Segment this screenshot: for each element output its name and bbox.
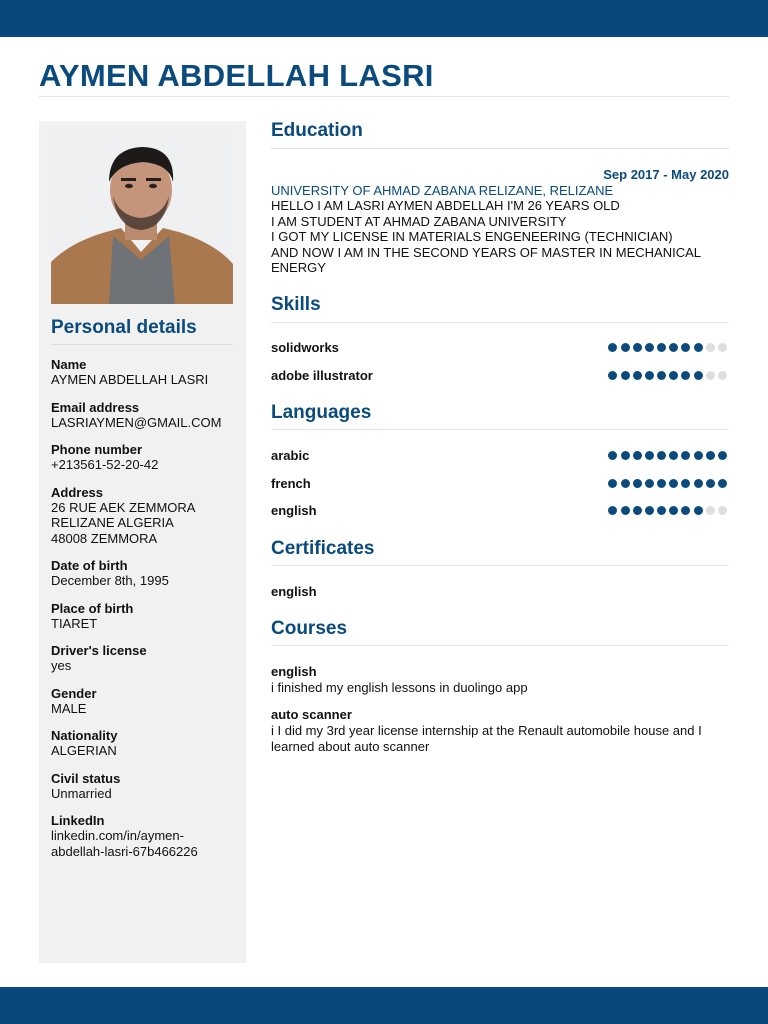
rating-dot-filled xyxy=(608,479,617,488)
rating-dot-filled xyxy=(681,506,690,515)
detail-address xyxy=(51,485,241,547)
rating-dot-filled xyxy=(669,506,678,515)
rating-dot-filled xyxy=(621,506,630,515)
languages-heading: Languages xyxy=(271,402,372,423)
language-rating xyxy=(605,506,727,516)
skills-heading: Skills xyxy=(271,294,321,315)
rating-dot-filled xyxy=(718,479,727,488)
rating-dot-filled xyxy=(669,343,678,352)
rating-dot-filled xyxy=(706,479,715,488)
rating-dot-filled xyxy=(694,371,703,380)
detail-name xyxy=(51,357,241,388)
education-heading: Education xyxy=(271,120,363,141)
detail-date-of-birth xyxy=(51,558,241,589)
rating-dot-filled xyxy=(633,506,642,515)
certificates-heading: Certificates xyxy=(271,538,375,559)
rating-dot-empty xyxy=(706,343,715,352)
detail-label: Civil status xyxy=(51,770,121,786)
personal-details-list xyxy=(51,357,241,871)
rating-dot-filled xyxy=(608,451,617,460)
rating-dot-filled xyxy=(633,371,642,380)
rating-dot-filled xyxy=(669,479,678,488)
detail-value: TIARET xyxy=(51,615,98,631)
rating-dot-filled xyxy=(621,343,630,352)
rating-dot-filled xyxy=(706,451,715,460)
sidebar-divider xyxy=(51,344,233,345)
rating-dot-filled xyxy=(633,451,642,460)
detail-label: LinkedIn xyxy=(51,813,105,828)
rating-dot-filled xyxy=(681,451,690,460)
language-rating xyxy=(605,479,727,489)
detail-label: Phone number xyxy=(51,442,143,457)
language-rating xyxy=(605,451,727,461)
skill-row xyxy=(271,368,729,384)
detail-linkedin xyxy=(51,813,241,859)
language-row xyxy=(271,476,729,492)
skill-rating xyxy=(605,343,727,353)
education-school: UNIVERSITY OF AHMAD ZABANA RELIZANE, RELIZANE xyxy=(271,183,614,198)
detail-phone xyxy=(51,442,241,473)
detail-value: yes xyxy=(51,658,72,673)
rating-dot-filled xyxy=(694,451,703,460)
rating-dot-filled xyxy=(645,371,654,380)
rating-dot-filled xyxy=(633,479,642,488)
personal-details-heading: Personal details xyxy=(51,317,197,338)
detail-nationality xyxy=(51,728,241,759)
rating-dot-filled xyxy=(718,451,727,460)
education-date: Sep 2017 - May 2020 xyxy=(603,167,729,182)
language-name: french xyxy=(271,476,311,491)
title-divider xyxy=(39,96,729,97)
rating-dot-filled xyxy=(657,371,666,380)
detail-value: December 8th, 1995 xyxy=(51,573,169,588)
detail-value: LASRIAYMEN@GMAIL.COM xyxy=(51,414,222,430)
rating-dot-filled xyxy=(669,451,678,460)
education-description: HELLO I AM LASRI AYMEN ABDELLAH I'M 26 YEARS OLD I AM STUDENT AT AHMAD ZABANA UNIVERSITY I GOT MY LICENSE IN MATERIALS ENGENEERING (TECHNICIAN) AND NOW I AM IN THE SECOND YEARS OF MASTER IN MECHANICAL ENERGY xyxy=(271,198,702,275)
top-color-bar xyxy=(0,0,768,37)
detail-value: 26 RUE AEK ZEMMORA RELIZANE ALGERIA 48008 ZEMMORA xyxy=(51,499,196,546)
rating-dot-filled xyxy=(608,506,617,515)
detail-label: Nationality xyxy=(51,728,118,743)
skills-divider xyxy=(271,322,729,323)
detail-value: MALE xyxy=(51,700,87,716)
profile-photo xyxy=(51,132,233,304)
rating-dot-filled xyxy=(681,479,690,488)
rating-dot-filled xyxy=(645,451,654,460)
rating-dot-filled xyxy=(694,343,703,352)
detail-label: Gender xyxy=(51,685,97,701)
courses-heading: Courses xyxy=(271,618,348,639)
detail-value: Unmarried xyxy=(51,785,112,801)
rating-dot-filled xyxy=(681,371,690,380)
skill-row xyxy=(271,340,729,356)
rating-dot-filled xyxy=(645,506,654,515)
rating-dot-filled xyxy=(657,343,666,352)
rating-dot-filled xyxy=(694,479,703,488)
resume-name-title: AYMEN ABDELLAH LASRI xyxy=(39,58,434,93)
rating-dot-filled xyxy=(645,479,654,488)
detail-value: ALGERIAN xyxy=(51,743,117,758)
detail-drivers-license xyxy=(51,643,241,674)
rating-dot-filled xyxy=(669,371,678,380)
linkedin-link[interactable]: linkedin.com/in/aymen- abdellah-lasri-67b466226 xyxy=(51,828,198,859)
education-divider xyxy=(271,148,729,149)
language-row xyxy=(271,448,729,464)
rating-dot-filled xyxy=(621,479,630,488)
detail-label: Email address xyxy=(51,399,140,415)
courses-divider xyxy=(271,645,729,646)
rating-dot-filled xyxy=(681,343,690,352)
rating-dot-filled xyxy=(621,371,630,380)
detail-value: +213561-52-20-42 xyxy=(51,457,159,472)
bottom-color-bar xyxy=(0,987,768,1024)
course-description: i finished my english lessons in duolingo app xyxy=(271,680,528,695)
detail-value: AYMEN ABDELLAH LASRI xyxy=(51,372,209,387)
rating-dot-filled xyxy=(657,479,666,488)
sidebar xyxy=(39,121,246,963)
detail-label: Driver's license xyxy=(51,643,147,658)
detail-label: Name xyxy=(51,357,87,372)
detail-civil-status xyxy=(51,771,241,802)
certificate-row xyxy=(271,584,729,600)
languages-divider xyxy=(271,429,729,430)
rating-dot-empty xyxy=(718,343,727,352)
certificate-name: english xyxy=(271,584,317,599)
rating-dot-empty xyxy=(706,506,715,515)
skill-rating xyxy=(605,371,727,381)
course-description: i I did my 3rd year license internship at the Renault automobile house and I learned about auto scanner xyxy=(271,723,702,754)
language-name: english xyxy=(271,503,317,518)
certificates-divider xyxy=(271,565,729,566)
detail-email xyxy=(51,400,241,431)
skill-name: adobe illustrator xyxy=(271,368,373,383)
rating-dot-filled xyxy=(633,343,642,352)
rating-dot-filled xyxy=(621,451,630,460)
rating-dot-empty xyxy=(718,371,727,380)
detail-gender xyxy=(51,686,241,717)
rating-dot-filled xyxy=(694,506,703,515)
rating-dot-filled xyxy=(657,451,666,460)
profile-photo-image xyxy=(51,132,233,304)
detail-label: Date of birth xyxy=(51,558,128,573)
course-name: english xyxy=(271,664,317,679)
rating-dot-filled xyxy=(608,343,617,352)
course-name: auto scanner xyxy=(271,707,352,722)
detail-place-of-birth xyxy=(51,601,241,632)
rating-dot-empty xyxy=(718,506,727,515)
rating-dot-filled xyxy=(645,343,654,352)
rating-dot-filled xyxy=(608,371,617,380)
language-row xyxy=(271,503,729,519)
detail-label: Place of birth xyxy=(51,600,134,616)
rating-dot-filled xyxy=(657,506,666,515)
detail-label: Address xyxy=(51,484,104,500)
rating-dot-empty xyxy=(706,371,715,380)
language-name: arabic xyxy=(271,448,310,463)
skill-name: solidworks xyxy=(271,340,339,355)
